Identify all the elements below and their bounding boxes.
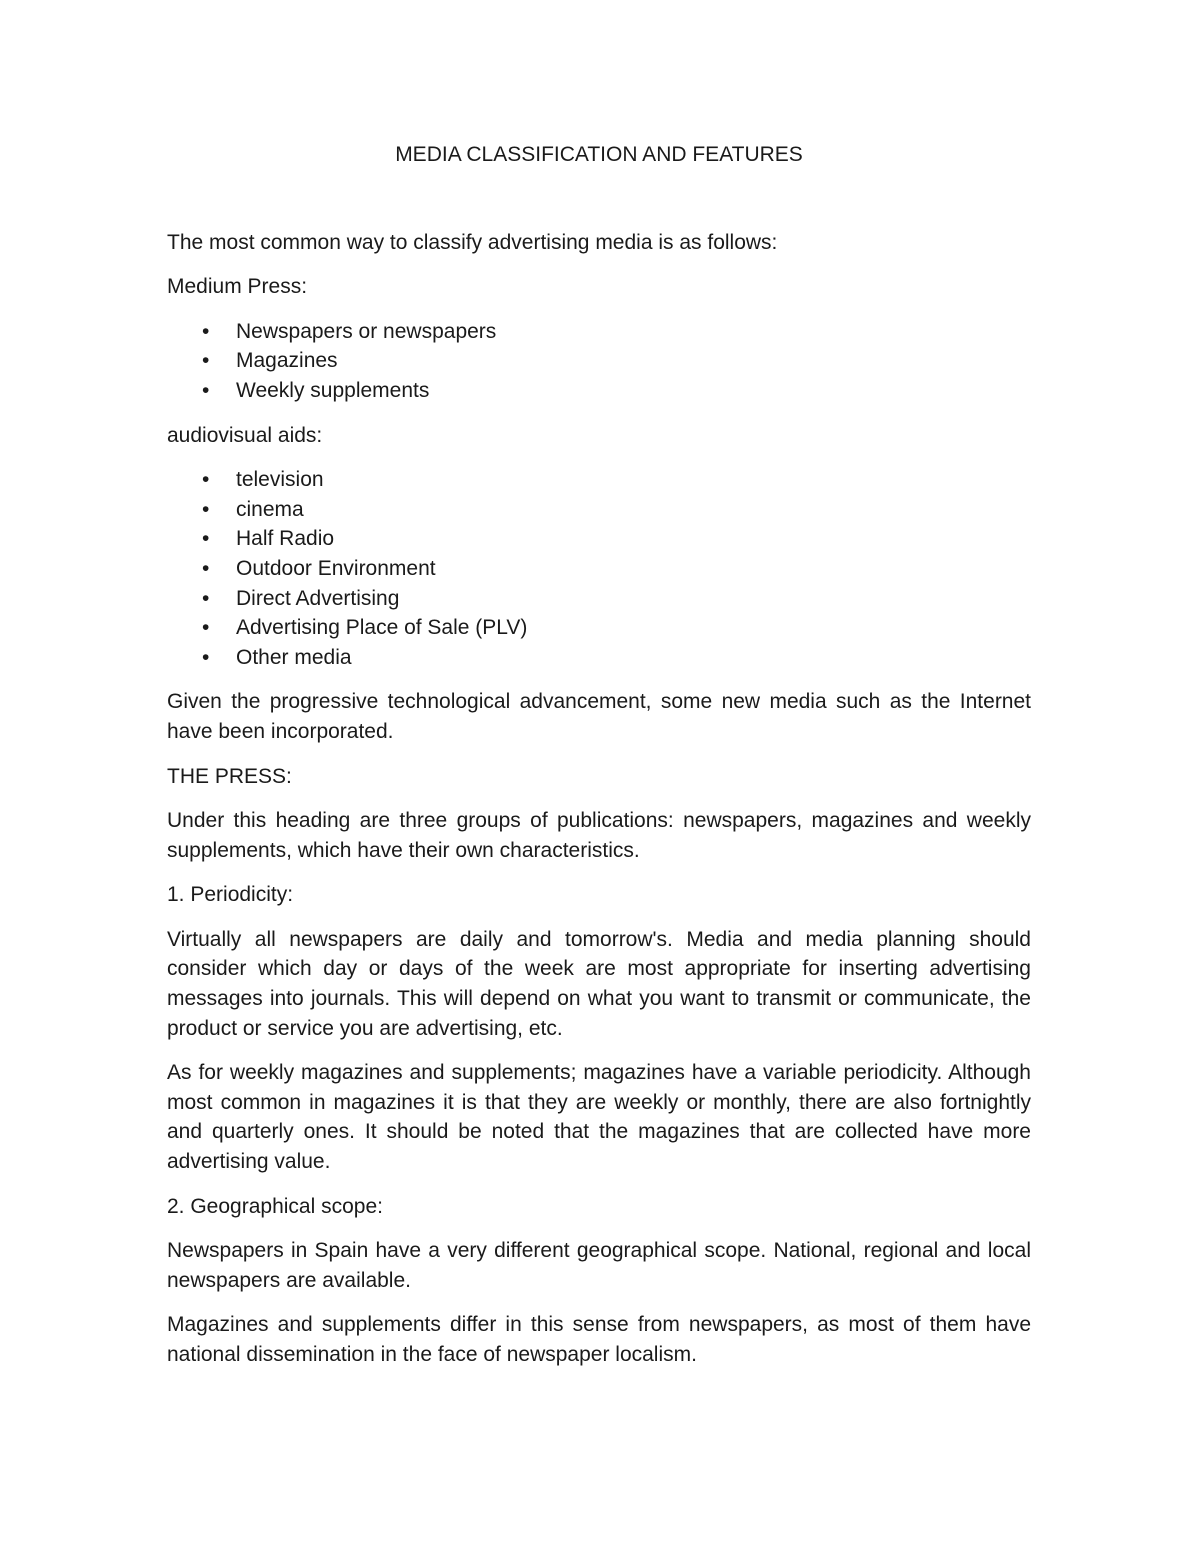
bullet-icon: • <box>202 349 210 373</box>
geographical-paragraph-2: Magazines and supplements differ in this sense from newspapers, as most of them have national dissemination in the face of newspaper localism. <box>167 1313 1031 1366</box>
press-media-list <box>167 317 1031 406</box>
list-item <box>167 584 1031 614</box>
list-item <box>167 643 1031 673</box>
periodicity-paragraph-2: As for weekly magazines and supplements; magazines have a variable periodicity. Although most common in magazines it is that they are weekly or monthly, there are also fortnightly and quarterly ones. It should be noted that the magazines that are collected have more advertising value. <box>167 1061 1031 1174</box>
press-heading: THE PRESS: <box>167 764 292 788</box>
list-item-text: Newspapers or newspapers <box>236 319 497 343</box>
bullet-icon: • <box>202 616 210 640</box>
periodicity-paragraph-1: Virtually all newspapers are daily and tomorrow's. Media and media planning should consider which day or days of the week are most appropriate for inserting advertising messages into journals. This will depend on what you want to transmit or communicate, the product or service you are advertising, etc. <box>167 927 1031 1040</box>
bullet-icon: • <box>202 319 210 343</box>
list-item <box>167 465 1031 495</box>
list-item <box>167 495 1031 525</box>
list-item <box>167 524 1031 554</box>
list-item-text: Advertising Place of Sale (PLV) <box>236 616 528 640</box>
list-item <box>167 376 1031 406</box>
list-item-text: cinema <box>236 497 304 521</box>
document-body <box>167 140 1031 1385</box>
list-item-text: television <box>236 468 324 492</box>
audiovisual-list <box>167 465 1031 672</box>
press-media-label: Medium Press: <box>167 275 308 299</box>
list-item-text: Weekly supplements <box>236 378 430 402</box>
list-item-text: Half Radio <box>236 527 335 551</box>
list-item-text: Direct Advertising <box>236 586 400 610</box>
geographical-paragraph-1: Newspapers in Spain have a very different geographical scope. National, regional and local newspapers are available. <box>167 1239 1031 1292</box>
list-item <box>167 554 1031 584</box>
bullet-icon: • <box>202 645 210 669</box>
document-title: MEDIA CLASSIFICATION AND FEATURES <box>395 143 803 166</box>
bullet-icon: • <box>202 378 210 402</box>
bullet-icon: • <box>202 497 210 521</box>
bullet-icon: • <box>202 468 210 492</box>
bullet-icon: • <box>202 586 210 610</box>
geographical-scope-heading: 2. Geographical scope: <box>167 1194 383 1218</box>
list-item-text: Outdoor Environment <box>236 556 436 580</box>
technology-paragraph: Given the progressive technological advancement, some new media such as the Internet have been incorporated. <box>167 690 1031 743</box>
periodicity-heading: 1. Periodicity: <box>167 883 294 907</box>
press-paragraph: Under this heading are three groups of publications: newspapers, magazines and weekly supplements, which have their own characteristics. <box>167 809 1031 862</box>
bullet-icon: • <box>202 556 210 580</box>
intro-paragraph: The most common way to classify advertising media is as follows: <box>167 230 778 254</box>
audiovisual-label: audiovisual aids: <box>167 423 323 447</box>
bullet-icon: • <box>202 527 210 551</box>
list-item <box>167 346 1031 376</box>
list-item <box>167 613 1031 643</box>
list-item-text: Magazines <box>236 349 338 373</box>
list-item <box>167 317 1031 347</box>
list-item-text: Other media <box>236 645 352 669</box>
